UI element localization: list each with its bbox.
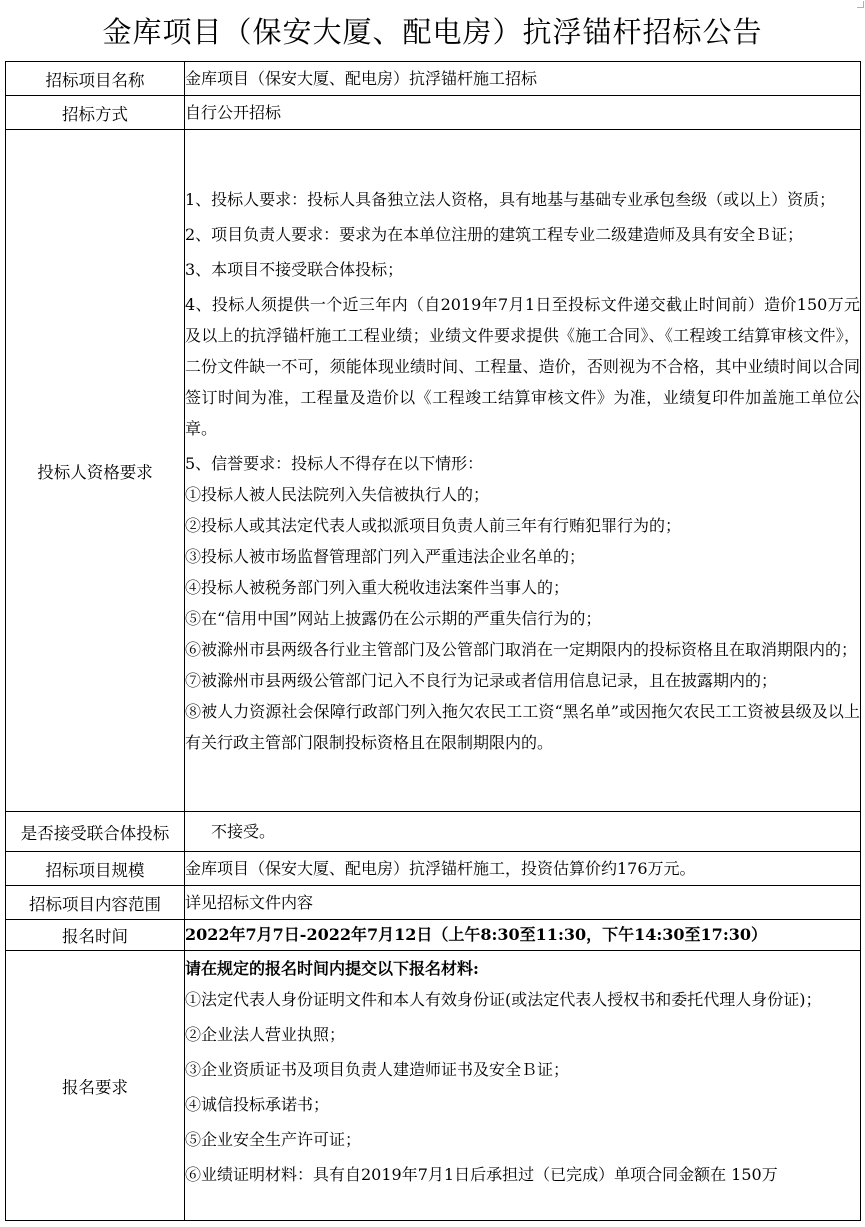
row-label-scope: 招标项目内容范围 <box>6 886 185 920</box>
row-value-qualification <box>185 130 861 812</box>
table-row <box>6 812 861 852</box>
row-label-signup-requirements: 报名要求 <box>6 951 185 1221</box>
signup-item: ⑥业绩证明材料：具有自2019年7月1日后承担过（已完成）单项合同金额在 150万 <box>185 1165 778 1184</box>
row-label-method: 招标方式 <box>6 96 185 130</box>
signup-item: ④诚信投标承诺书； <box>185 1095 330 1114</box>
row-value-method: 自行公开招标 <box>185 96 861 130</box>
signup-item: ②企业法人营业执照； <box>185 1025 346 1044</box>
qualification-item: ⑤在“信用中国”网站上披露仍在公示期的严重失信行为的； <box>185 608 602 628</box>
table-row <box>6 852 861 886</box>
notice-table <box>5 61 861 1221</box>
qualification-item: ⑦被滁州市县两级公管部门记入不良行为记录或者信用信息记录，且在披露期内的； <box>185 670 778 690</box>
signup-intro: 请在规定的报名时间内提交以下报名材料: <box>185 959 479 978</box>
qualification-item: 3、本项目不接受联合体投标； <box>185 259 404 279</box>
table-row <box>6 886 861 920</box>
row-label-scale: 招标项目规模 <box>6 852 185 886</box>
row-label-project-name: 招标项目名称 <box>6 62 185 96</box>
signup-item: ③企业资质证书及项目负责人建造师证书及安全Ｂ证； <box>185 1060 570 1079</box>
row-value-scope: 详见招标文件内容 <box>185 886 861 920</box>
qualification-item: ①投标人被人民法院列入失信被执行人的； <box>185 484 490 504</box>
table-row <box>6 96 861 130</box>
table-row <box>6 920 861 951</box>
row-label-qualification: 投标人资格要求 <box>6 130 185 812</box>
page-corner-mark <box>857 1 864 8</box>
table-row <box>6 951 861 1221</box>
document-title: 金库项目（保安大厦、配电房）抗浮锚杆招标公告 <box>102 15 763 49</box>
qualification-item: 5、信誉要求：投标人不得存在以下情形： <box>185 453 484 473</box>
table-row <box>6 130 861 812</box>
signup-item: ⑤企业安全生产许可证； <box>185 1130 362 1149</box>
signup-item: ①法定代表人身份证明文件和本人有效身份证(或法定代表人授权书和委托代理人身份证)； <box>185 990 822 1009</box>
qualification-item: ④投标人被税务部门列入重大税收违法案件当事人的； <box>185 577 570 597</box>
qualification-item: ⑥被滁州市县两级各行业主管部门及公管部门取消在一定期限内的投标资格且在取消期限内的； <box>185 639 858 659</box>
qualification-item: 4、投标人须提供一个近三年内（自2019年7月1日至投标文件递交截止时间前）造价150万元及以上的抗浮锚杆施工工程业绩；业绩文件要求提供《施工合同》、《工程竣工结算审核文件》，二份文件缺一不可，须能体现业绩时间、工程量、造价，否则视为不合格，其中业绩时间以合同签订时间为准，工程量及造价以《工程竣工结算审核文件》为准，业绩复印件加盖施工单位公章。 <box>185 294 860 438</box>
row-value-signup-time: 2022年7月7日-2022年7月12日（上午8:30至11:30，下午14:30至17:30） <box>185 920 861 951</box>
qualification-item: 1、投标人要求：投标人具备独立法人资格，具有地基与基础专业承包叁级（或以上）资质； <box>185 189 836 209</box>
row-value-signup-requirements <box>185 951 861 1221</box>
qualification-item: ②投标人或其法定代表人或拟派项目负责人前三年有行贿犯罪行为的； <box>185 515 682 535</box>
row-value-project-name: 金库项目（保安大厦、配电房）抗浮锚杆施工招标 <box>185 62 861 96</box>
qualification-item: 2、项目负责人要求：要求为在本单位注册的建筑工程专业二级建造师及具有安全Ｂ证； <box>185 224 804 244</box>
row-label-consortium: 是否接受联合体投标 <box>6 812 185 852</box>
row-label-signup-time: 报名时间 <box>6 920 185 951</box>
table-row <box>6 62 861 96</box>
row-value-scale: 金库项目（保安大厦、配电房）抗浮锚杆施工，投资估算价约176万元。 <box>185 852 861 886</box>
qualification-item: ③投标人被市场监督管理部门列入严重违法企业名单的； <box>185 546 586 566</box>
qualification-item: ⑧被人力资源社会保障行政部门列入拖欠农民工工资“黑名单”或因拖欠农民工工资被县级及以上有关行政主管部门限制投标资格且在限制期限内的。 <box>185 701 860 752</box>
row-value-consortium: 不接受。 <box>185 812 861 852</box>
